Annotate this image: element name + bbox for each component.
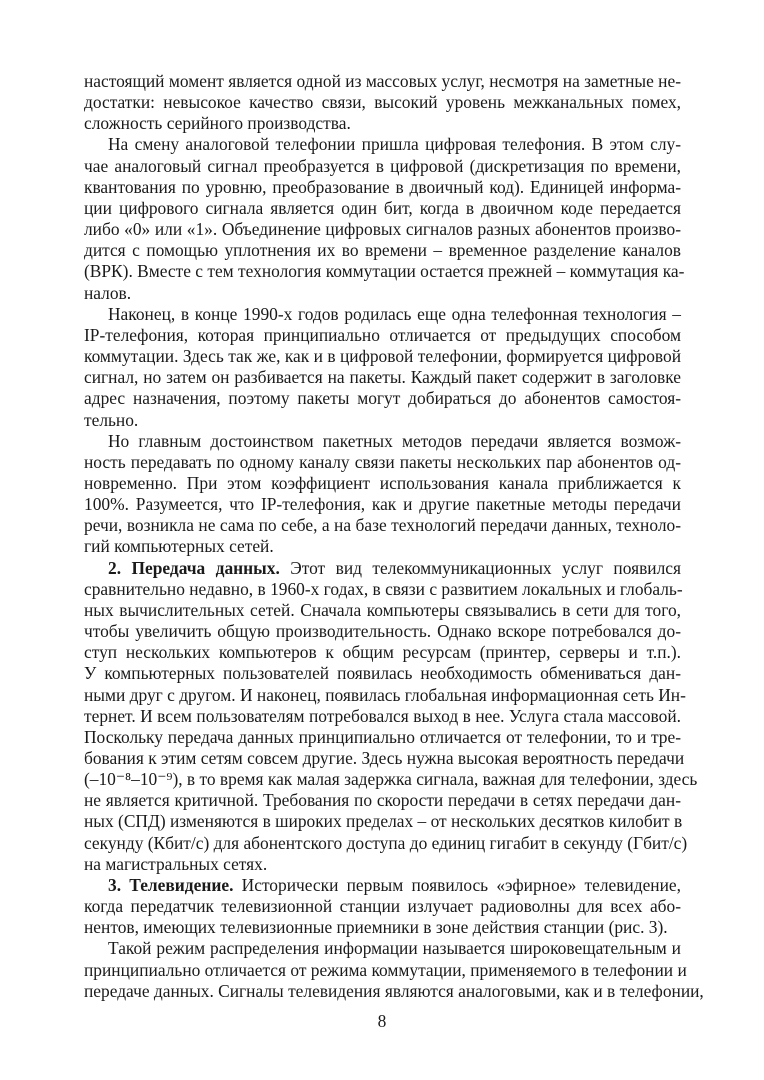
text-line: ных вычислительных сетей. Сначала компьютеры связывались в сети для того, xyxy=(84,599,681,620)
text-line: гий компьютерных сетей. xyxy=(84,536,274,557)
paragraph xyxy=(84,134,685,303)
text-line: речи, возникла не сама по себе, а на базе технологий передачи данных, техноло- xyxy=(84,515,681,536)
text-line: новременно. При этом коэффициент использования канала приближается к xyxy=(84,472,681,493)
text-line: ных (СПД) изменяются в широких пределах – от нескольких десятков килобит в xyxy=(84,811,683,832)
section-heading: 3. Телевидение. xyxy=(108,874,234,895)
text-line: IP-телефония, которая принципиально отличается от предыдущих способом xyxy=(84,324,681,345)
text-line: сравнительно недавно, в 1960-х годах, в связи с развитием локальных и глобаль- xyxy=(84,578,683,599)
text-line: не является критичной. Требования по скорости передачи в сетях передачи дан- xyxy=(84,790,681,811)
paragraph xyxy=(84,938,704,1001)
text-line xyxy=(84,875,681,896)
text-line: (–10⁻⁸–10⁻⁹), в то время как малая задержка сигнала, важная для телефонии, здесь xyxy=(84,769,698,790)
line-text: Исторически первым появилось «эфирное» телевидение, xyxy=(233,874,681,895)
text-line: 100%. Разумеется, что IP-телефония, как и другие пакетные методы передачи xyxy=(84,494,681,515)
text-line: (ВРК). Вместе с тем технология коммутации остается прежней – коммутация ка- xyxy=(84,261,685,282)
text-line: чтобы увеличить общую производительность. Однако вскоре потребовался до- xyxy=(84,621,681,642)
paragraph xyxy=(84,304,681,431)
text-line: ступ нескольких компьютеров к общим ресурсам (принтер, серверы и т.п.). xyxy=(84,642,681,663)
text-line: Такой режим распределения информации называется широковещательным и xyxy=(108,938,681,959)
text-line: принципиально отличается от режима коммутации, применяемого в телефонии и xyxy=(84,959,687,980)
text-line: коммутации. Здесь так же, как и в цифровой телефонии, формируется цифровой xyxy=(84,346,681,367)
text-line: Но главным достоинством пакетных методов передачи является возмож- xyxy=(108,430,681,451)
section-heading: 2. Передача данных. xyxy=(108,557,280,578)
line-text: Этот вид телекоммуникационных услуг появился xyxy=(279,557,681,578)
text-line: либо «0» или «1». Объединение цифровых сигналов разных абонентов произво- xyxy=(84,219,681,240)
text-line: когда передатчик телевизионной станции излучает радиоволны для всех або- xyxy=(84,896,681,917)
text-line: На смену аналоговой телефонии пришла цифровая телефония. В этом слу- xyxy=(108,134,681,155)
text-line: чае аналоговый сигнал преобразуется в цифровой (дискретизация по времени, xyxy=(84,155,681,176)
page-body xyxy=(84,71,704,1002)
text-line: ными друг с другом. И наконец, появилась глобальная информационная сеть Ин- xyxy=(84,684,686,705)
text-line: бования к этим сетям совсем другие. Здесь нужна высокая вероятность передачи xyxy=(84,748,685,768)
text-line: тельно. xyxy=(84,409,139,430)
paragraph xyxy=(84,557,698,875)
text-line: достатки: невысокое качество связи, высокий уровень межканальных помех, xyxy=(84,92,681,113)
text-line: передаче данных. Сигналы телевидения являются аналоговыми, как и в телефонии, xyxy=(84,980,704,1001)
text-line: Поскольку передача данных принципиально отличается от телефонии, то и тре- xyxy=(84,726,681,747)
text-line: настоящий момент является одной из массовых услуг, несмотря на заметные не- xyxy=(84,71,681,91)
text-line: на магистральных сетях. xyxy=(84,853,268,874)
text-line: адрес назначения, поэтому пакеты могут добираться до абонентов самостоя- xyxy=(84,388,681,409)
text-line: Наконец, в конце 1990-х годов родилась еще одна телефонная технология – xyxy=(108,303,681,324)
text-line: тернет. И всем пользователям потребовался выход в нее. Услуга стала массовой. xyxy=(84,705,681,726)
text-line: У компьютерных пользователей появилась необходимость обмениваться дан- xyxy=(84,663,681,684)
paragraph xyxy=(84,431,681,558)
paragraph xyxy=(84,875,681,938)
text-line: сигнал, но затем он разбивается на пакеты. Каждый пакет содержит в заголовке xyxy=(84,367,681,388)
text-line: секунду (Кбит/с) для абонентского доступа до единиц гигабит в секунду (Гбит/с) xyxy=(84,832,688,853)
text-line: квантования по уровню, преобразование в двоичный код). Единицей информа- xyxy=(84,176,681,197)
text-line: ность передавать по одному каналу связи пакеты нескольких пар абонентов од- xyxy=(84,451,681,472)
text-line: дится с помощью уплотнения их во времени – временное разделение каналов xyxy=(84,240,681,261)
paragraph xyxy=(84,71,681,134)
text-line: ции цифрового сигнала является один бит, когда в двоичном коде передается xyxy=(84,197,681,218)
text-line: налов. xyxy=(84,282,132,303)
text-line xyxy=(84,558,681,579)
text-line: нентов, имеющих телевизионные приемники в зоне действия станции (рис. 3). xyxy=(84,917,668,938)
text-line: сложность серийного производства. xyxy=(84,113,351,134)
page-number: 8 xyxy=(377,1011,387,1031)
